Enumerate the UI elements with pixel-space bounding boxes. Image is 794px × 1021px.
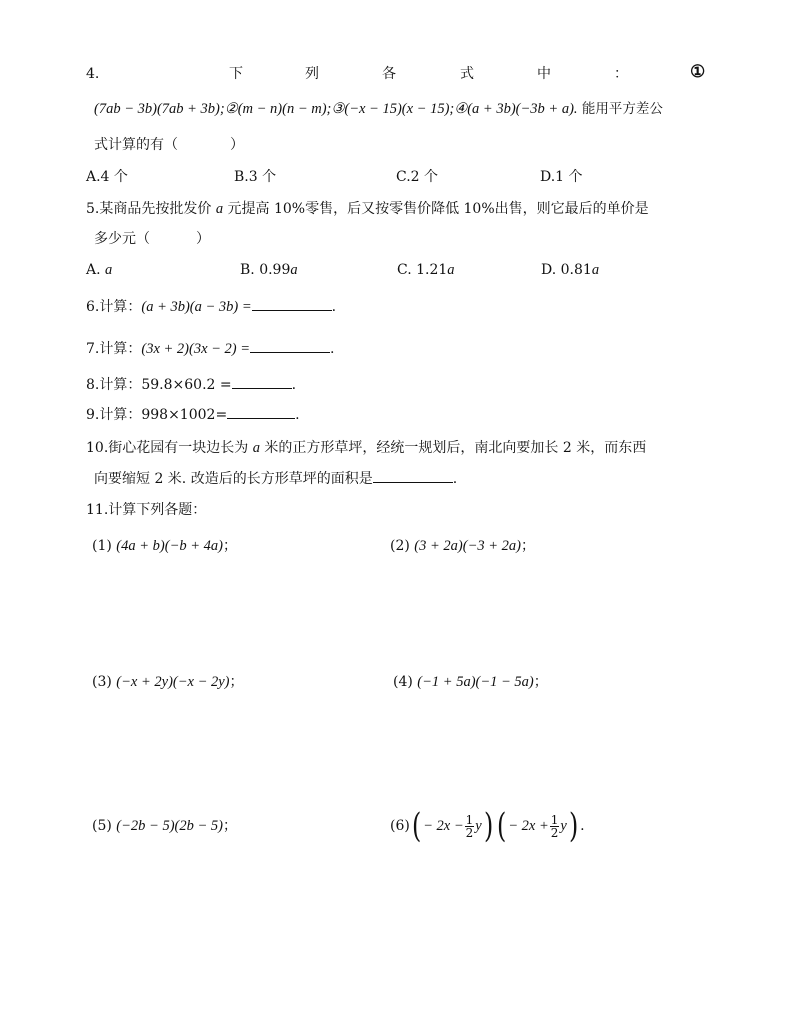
q8-expr: 59.8×60.2 = [141, 377, 232, 393]
q4-option-b: B.3 个 [234, 169, 277, 185]
q5-var-a: a [215, 201, 224, 217]
q11-item-3-num: (3) [92, 674, 112, 690]
q4-heading-char: 式 [460, 66, 474, 82]
fraction-numerator: 1 [550, 812, 559, 827]
q5-option-a-label: A. [86, 262, 101, 278]
q4-line3 [94, 135, 244, 155]
q4-heading-char: 各 [382, 66, 396, 82]
fraction-denominator: 2 [465, 825, 474, 840]
q11-item-1-num: (1) [92, 538, 112, 554]
q11-item-2-expr: (3 + 2a)(−3 + 2a) [414, 538, 521, 554]
q8-answer-blank[interactable] [232, 374, 292, 389]
q5-option-c-var: a [447, 262, 455, 278]
q5-option-c [397, 260, 455, 280]
q4-option-a: A.4 个 [86, 169, 128, 185]
q6-expr: (a + 3b)(a − 3b) = [141, 299, 252, 315]
fraction-one-half [465, 814, 475, 839]
q7-label: 7.计算： [86, 341, 142, 357]
q11-item-4-end: ； [533, 674, 548, 690]
q5-option-d-label: D. 0.81 [541, 262, 592, 278]
q4-line3-text: 式计算的有（ [94, 137, 178, 153]
q11-item-1 [92, 536, 237, 556]
q11-item-3 [92, 672, 244, 692]
fraction-denominator: 2 [550, 825, 559, 840]
q4-number: 4. [86, 66, 100, 82]
q11-item-6-part4: y [560, 818, 567, 834]
q11-item-3-end: ； [229, 674, 244, 690]
q11-item-2-end: ； [520, 538, 535, 554]
q5-line1 [86, 199, 649, 219]
q4-expr-line: (7ab − 3b)(7ab + 3b);②(m − n)(n − m);③(−x − 15)(x − 15);④(a + 3b)(−3b + a). [94, 101, 578, 117]
q11-item-5 [92, 816, 237, 836]
q11-item-6-end: . [580, 818, 585, 834]
q5-option-b-var: a [290, 262, 298, 278]
fraction-numerator: 1 [465, 812, 474, 827]
q11-item-2 [390, 536, 535, 556]
q11-item-6 [390, 808, 585, 844]
q9-expr: 998×1002= [141, 407, 228, 423]
right-paren: ) [483, 806, 493, 846]
left-paren: ( [411, 806, 422, 846]
q11-item-4-num: (4) [393, 674, 413, 690]
q5-option-a-var: a [105, 262, 113, 278]
q5-option-b-label: B. 0.99 [240, 262, 291, 278]
q9-answer-blank[interactable] [227, 404, 295, 419]
q5-line2 [94, 229, 210, 249]
q11-item-1-expr: (4a + b)(−b + 4a) [116, 538, 223, 554]
q4-expr-tail: 能用平方差公 [581, 101, 663, 117]
q5-line2-close: ） [196, 231, 210, 247]
q11-item-6-part1: − 2x − [423, 818, 464, 834]
q4-heading-char: 下 [229, 66, 243, 82]
fraction-one-half [550, 814, 560, 839]
q10-line2-text: 向要缩短 2 米. 改造后的长方形草坪的面积是 [94, 471, 373, 487]
q8: 8.计算：59.8×60.2 = . [86, 374, 296, 395]
q11-item-4 [393, 672, 548, 692]
q4-heading-char: 中 [537, 66, 551, 82]
q7-answer-blank[interactable] [250, 338, 330, 353]
q4-option-d: D.1 个 [540, 169, 583, 185]
q4-heading-char: ： [614, 66, 628, 82]
q6: 6.计算：(a + 3b)(a − 3b) = . [86, 296, 336, 317]
q10-answer-blank[interactable] [373, 468, 453, 483]
q11-item-6-part2: y [475, 818, 482, 834]
q6-answer-blank[interactable] [252, 296, 332, 311]
q5-option-d-var: a [591, 262, 600, 278]
q10-line1 [86, 438, 646, 458]
q4-line3-close: ） [230, 137, 244, 153]
q10-var-a: a [252, 440, 260, 456]
q11-item-6-part3: − 2x + [508, 818, 549, 834]
q5-text-b: 元提高 10%零售，后又按零售价降低 10%出售，则它最后的单价是 [223, 201, 649, 217]
q11-item-1-end: ； [222, 538, 237, 554]
q11-item-5-end: ； [222, 818, 237, 834]
q6-label: 6.计算： [86, 299, 142, 315]
q11-item-4-expr: (−1 + 5a)(−1 − 5a) [417, 674, 534, 690]
q5-line2-text: 多少元（ [94, 231, 150, 247]
q7: 7.计算：(3x + 2)(3x − 2) = . [86, 338, 334, 359]
q8-label: 8.计算： [86, 377, 142, 393]
circled-one: ① [690, 62, 706, 82]
q5-option-c-label: C. 1.21 [397, 262, 448, 278]
q10-text-b: 米的正方形草坪，经统一规划后，南北向要加长 2 米，而东西 [259, 440, 647, 456]
q11-item-3-expr: (−x + 2y)(−x − 2y) [116, 674, 230, 690]
q11-item-5-num: (5) [92, 818, 112, 834]
q9-label: 9.计算： [86, 407, 142, 423]
q4-option-c: C.2 个 [396, 169, 439, 185]
q7-expr: (3x + 2)(3x − 2) = [141, 341, 251, 357]
q4-heading-char: 列 [305, 66, 319, 82]
q10-text-a: 10.街心花园有一块边长为 [86, 440, 253, 456]
q9: 9.计算：998×1002= . [86, 404, 300, 425]
q5-option-a [86, 260, 112, 280]
right-paren: ) [568, 806, 579, 846]
q5-option-d [541, 260, 599, 280]
q11-item-2-num: (2) [390, 538, 410, 554]
q5-option-b [240, 260, 298, 280]
q11-item-6-num: (6) [390, 818, 410, 834]
q5-text-a: 5.某商品先按批发价 [86, 201, 216, 217]
q10-line2: 向要缩短 2 米. 改造后的长方形草坪的面积是 . [94, 468, 457, 489]
left-paren: ( [496, 806, 507, 846]
q11-item-5-expr: (−2b − 5)(2b − 5) [116, 818, 223, 834]
q11-title: 11.计算下列各题： [86, 502, 207, 518]
q4-expressions [94, 99, 663, 119]
